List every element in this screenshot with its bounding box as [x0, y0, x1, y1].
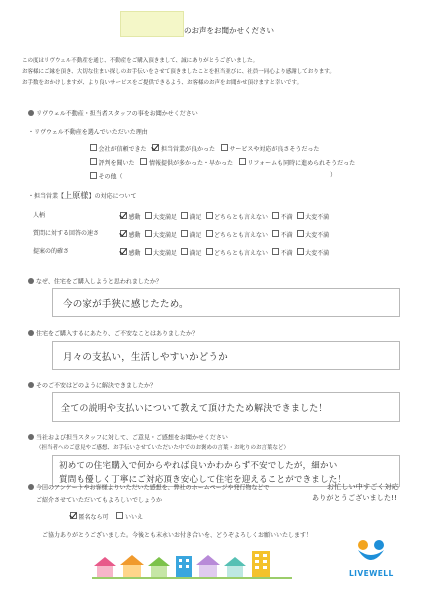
reason-option[interactable]: [152, 146, 215, 153]
checkbox[interactable]: [90, 158, 97, 165]
rating-option-label: 感動: [128, 231, 141, 239]
brand-name: LIVEWELL: [349, 569, 394, 578]
publish-question-line-2: ご紹介させていただいてもよろしいでしょうか: [36, 497, 163, 504]
rating-option-label: 大変不満: [305, 231, 330, 239]
reason-option-label: 評判を聞いた: [98, 159, 135, 167]
reason-row-1: [90, 144, 323, 154]
publish-option-anonymous[interactable]: [70, 514, 109, 521]
intro-line-1: この度はリヴウェル不動産を通じ、不動産をご購入頂きまして、誠にありがとうございました。: [22, 58, 259, 64]
rating-option-label: 大変満足: [153, 249, 178, 257]
house-icon: [94, 557, 116, 577]
rating-option[interactable]: [120, 214, 141, 221]
answer-box-2[interactable]: [52, 341, 400, 370]
intro-line-2: お客様にご縁を頂き、大切な住まい探しのお手伝いをさせて頂きましたことを担当並びに、社員一同心より感謝しております。: [22, 69, 335, 75]
rating-option[interactable]: [206, 250, 269, 257]
building-icon: [176, 556, 192, 577]
rating-option-label: 感動: [128, 249, 141, 257]
bullet-icon: [28, 382, 34, 388]
checkbox[interactable]: [221, 144, 228, 151]
staff-name: 上原様: [64, 191, 89, 200]
question-4-text: 当社および担当スタッフに対して、ご意見・ご感想をお聞かせください: [36, 434, 228, 442]
rating-option[interactable]: [297, 250, 330, 257]
question-3: [28, 382, 156, 391]
rating-option-label: 満足: [189, 249, 202, 257]
reason-row-2: [90, 158, 359, 168]
footer-thanks: ご協力ありがとうございました。今後とも末永いお付き合いを、どうぞよろしくお願いいたします！: [42, 532, 313, 539]
rating-row: [120, 248, 333, 258]
reason-option[interactable]: [90, 160, 135, 167]
rating-option[interactable]: [272, 250, 293, 257]
rating-row: [120, 230, 333, 240]
checkbox-checked[interactable]: [120, 230, 127, 237]
rating-option-label: どちらとも言えない: [214, 231, 269, 239]
publish-question: [28, 484, 270, 493]
question-1-text: なぜ、住宅をご購入しようと思われましたか？: [36, 278, 162, 286]
question-2-text: 住宅をご購入するにあたり、ご不安なことはありましたか？: [36, 330, 199, 338]
answer-box-3[interactable]: [52, 392, 400, 422]
rating-option[interactable]: [181, 250, 202, 257]
answer-box-1[interactable]: [52, 288, 400, 317]
reason-other[interactable]: [90, 172, 123, 182]
rating-option[interactable]: [120, 232, 141, 239]
answer-4-overflow-1: お忙しい中すごく対応: [327, 483, 399, 491]
rating-option-label: 感動: [128, 213, 141, 221]
rating-option[interactable]: [272, 232, 293, 239]
question-4-sub: （担当者へのご意見やご感想、お手伝いさせていただいた中でのお褒めの言葉・お叱りのお言葉など）: [36, 445, 290, 451]
section-heading-text: リヴウェル不動産・担当者スタッフの事をお聞かせください: [36, 110, 198, 118]
staff-label-pre: 担当営業【: [34, 193, 65, 200]
answer-1-text: 今の家が手狭に感じたため。: [63, 299, 189, 310]
staff-label: ・担当営業【上原様】の対応について: [28, 191, 137, 200]
checkbox[interactable]: [181, 212, 188, 219]
answer-4-line-2: 質問も優しく丁寧にご対応頂き安心して住宅を迎えることができました！: [59, 475, 347, 485]
rating-option-label: どちらとも言えない: [214, 249, 269, 257]
rating-option[interactable]: [272, 214, 293, 221]
checkbox-checked[interactable]: [152, 144, 159, 151]
checkbox[interactable]: [239, 158, 246, 165]
answer-3-text: 全ての説明や支払いについて教えて頂けたため解決できました！: [61, 404, 328, 414]
section-heading: [28, 110, 198, 119]
masked-name-area: [120, 11, 184, 37]
publish-option-label: 匿名なら可: [78, 513, 109, 521]
question-2: [28, 330, 198, 339]
intro-line-3: お手数をおかけしますが、より良いサービスをご提供できるよう、お客様のお声をお聞かせ頂けますと幸いです。: [22, 80, 303, 86]
publish-option-label: いいえ: [124, 513, 143, 521]
rating-row-label: 質問に対する回答の速さ: [33, 230, 100, 237]
rating-option[interactable]: [297, 214, 330, 221]
rating-option[interactable]: [145, 250, 178, 257]
house-illustration: [92, 548, 292, 580]
checkbox[interactable]: [297, 248, 304, 255]
checkbox[interactable]: [206, 230, 213, 237]
rating-option-label: 不満: [280, 249, 293, 257]
bullet-icon: [28, 434, 34, 440]
reason-option-label: 会社が信頼できた: [98, 145, 147, 153]
rating-option[interactable]: [206, 214, 269, 221]
reason-option[interactable]: [221, 146, 320, 153]
rating-option[interactable]: [120, 250, 141, 257]
rating-row: [120, 212, 333, 222]
reason-option[interactable]: [140, 160, 233, 167]
rating-option[interactable]: [181, 232, 202, 239]
checkbox[interactable]: [90, 144, 97, 151]
house-icon: [196, 555, 220, 577]
bullet-icon: [28, 484, 34, 490]
checkbox[interactable]: [206, 212, 213, 219]
question-3-text: そのご不安はどのように解決できましたか？: [36, 382, 157, 390]
rating-option-label: 大変不満: [305, 249, 330, 257]
reason-label-text: リヴウェル不動産を選んでいただいた理由: [34, 129, 148, 136]
bullet-icon: [28, 278, 34, 284]
checkbox[interactable]: [145, 248, 152, 255]
checkbox[interactable]: [90, 172, 97, 179]
publish-options: [70, 512, 143, 522]
checkbox[interactable]: [116, 512, 123, 519]
staff-label-post: 】の対応について: [88, 193, 137, 200]
checkbox-checked[interactable]: [120, 212, 127, 219]
house-icon: [224, 557, 246, 577]
bullet-icon: [28, 330, 34, 336]
reason-option-label: 担当営業が良かった: [160, 145, 215, 153]
checkbox[interactable]: [145, 230, 152, 237]
reason-option-label: サービスや対応が良さそうだった: [229, 145, 320, 153]
rating-option[interactable]: [145, 214, 178, 221]
reason-other-label: その他（: [98, 173, 123, 181]
answer-4-line-1: 初めての住宅購入で何からやれば良いかわからず不安でしたが，細かい: [59, 461, 338, 471]
publish-question-text: 今回のアンケートやお客様よりいただいた感想を、弊社のホームページや発行物などで: [36, 484, 270, 492]
livewell-logo-icon: [354, 536, 388, 568]
checkbox-checked[interactable]: [70, 512, 77, 519]
checkbox[interactable]: [140, 158, 147, 165]
checkbox[interactable]: [297, 230, 304, 237]
rating-option-label: 大変不満: [305, 213, 330, 221]
reason-option[interactable]: [239, 160, 355, 167]
checkbox[interactable]: [272, 230, 279, 237]
reason-option[interactable]: [90, 146, 147, 153]
checkbox[interactable]: [272, 248, 279, 255]
checkbox[interactable]: [297, 212, 304, 219]
rating-option-label: 満足: [189, 213, 202, 221]
reason-label: ・リヴウェル不動産を選んでいただいた理由: [28, 129, 148, 136]
rating-option[interactable]: [206, 232, 269, 239]
rating-option[interactable]: [181, 214, 202, 221]
rating-option[interactable]: [297, 232, 330, 239]
rating-option-label: 不満: [280, 231, 293, 239]
rating-option-label: 大変満足: [153, 231, 178, 239]
answer-2-text: 月々の支払い，生活しやすいかどうか: [63, 352, 228, 363]
house-icon: [148, 557, 170, 577]
checkbox-checked[interactable]: [120, 248, 127, 255]
checkbox[interactable]: [272, 212, 279, 219]
reason-other-close: ）: [330, 172, 337, 179]
reason-option-label: 情報提供が多かった・早かった: [148, 159, 233, 167]
checkbox[interactable]: [145, 212, 152, 219]
bullet-icon: [28, 110, 34, 116]
rating-option-label: 不満: [280, 213, 293, 221]
checkbox[interactable]: [181, 248, 188, 255]
rating-option-label: 満足: [189, 231, 202, 239]
reason-option-label: リフォームも同時に進められそうだった: [247, 159, 356, 167]
checkbox[interactable]: [206, 248, 213, 255]
building-icon: [252, 551, 270, 577]
rating-option-label: 大変満足: [153, 213, 178, 221]
question-4: [28, 434, 228, 443]
house-icon: [120, 555, 144, 577]
rating-option-label: どちらとも言えない: [214, 213, 269, 221]
publish-option-no[interactable]: [116, 514, 143, 521]
question-1: [28, 278, 162, 287]
checkbox[interactable]: [181, 230, 188, 237]
page-title: のお声をお聞かせください: [184, 26, 274, 35]
rating-option[interactable]: [145, 232, 178, 239]
rating-row-label: 人柄: [33, 212, 46, 219]
rating-row-label: 提案の的確さ: [33, 248, 70, 255]
answer-4-overflow-2: ありがとうございました!!: [312, 494, 398, 502]
